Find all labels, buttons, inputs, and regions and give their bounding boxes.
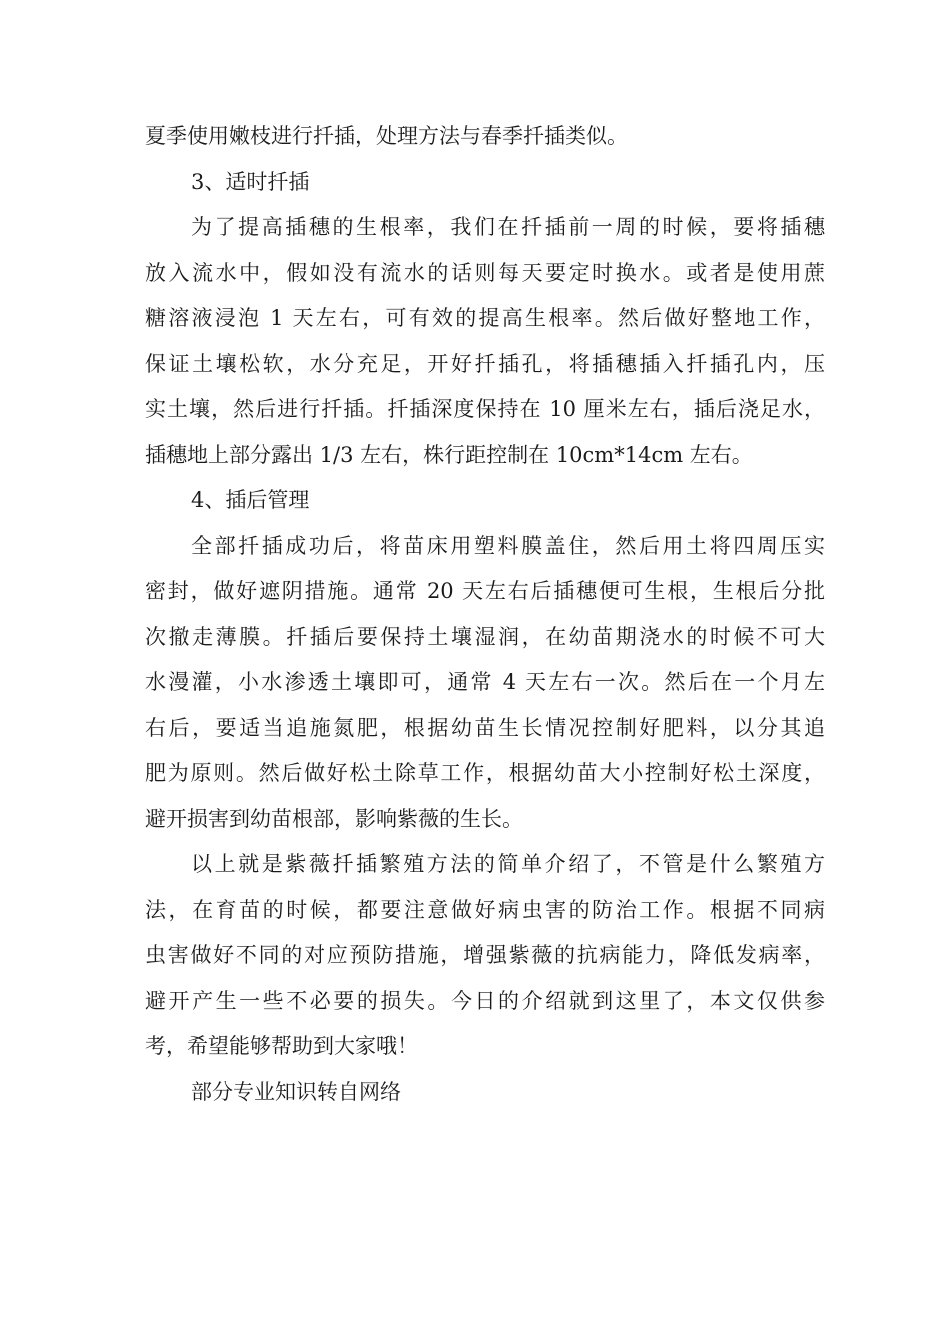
text-line: 密封，做好遮阴措施。通常 20 天左右后插穗便可生根，生根后分批 (145, 579, 825, 603)
body-paragraph (145, 842, 825, 1070)
document-body (145, 114, 825, 1115)
text-line: 考，希望能够帮助到大家哦！ (145, 1034, 418, 1058)
text-line: 右后，要适当追施氮肥，根据幼苗生长情况控制好肥料，以分其追 (145, 715, 825, 740)
text-line: 实土壤，然后进行扦插。扦插深度保持在 10 厘米左右，插后浇足水， (145, 397, 825, 421)
text-line: 夏季使用嫩枝进行扦插，处理方法与春季扦插类似。 (145, 124, 628, 148)
text-line: 避开产生一些不必要的损失。今日的介绍就到这里了，本文仅供参 (145, 988, 825, 1013)
text-line: 糖溶液浸泡 1 天左右，可有效的提高生根率。然后做好整地工作， (145, 306, 825, 330)
body-paragraph (145, 524, 825, 843)
section-heading (145, 1070, 825, 1116)
text-line: 水漫灌，小水渗透土壤即可，通常 4 天左右一次。然后在一个月左 (145, 670, 825, 694)
text-line: 放入流水中，假如没有流水的话则每天要定时换水。或者是使用蔗 (145, 260, 825, 285)
text-line: 4、插后管理 (191, 488, 310, 512)
body-paragraph (145, 114, 825, 160)
text-line: 避开损害到幼苗根部，影响紫薇的生长。 (145, 806, 523, 831)
text-line: 插穗地上部分露出 1/3 左右，株行距控制在 10cm*14cm 左右。 (145, 442, 753, 467)
text-line: 为了提高插穗的生根率，我们在扦插前一周的时候，要将插穗 (191, 215, 825, 239)
text-line: 以上就是紫薇扦插繁殖方法的简单介绍了，不管是什么繁殖方 (191, 852, 825, 876)
body-paragraph (145, 205, 825, 478)
text-line: 全部扦插成功后，将苗床用塑料膜盖住，然后用土将四周压实 (191, 533, 825, 558)
text-line: 次撤走薄膜。扦插后要保持土壤湿润，在幼苗期浇水的时候不可大 (145, 624, 825, 649)
text-line: 部分专业知识转自网络 (191, 1079, 401, 1104)
text-line: 肥为原则。然后做好松土除草工作，根据幼苗大小控制好松土深度， (145, 761, 825, 785)
section-heading (145, 478, 825, 524)
text-line: 3、适时扦插 (191, 169, 310, 194)
text-line: 虫害做好不同的对应预防措施，增强紫薇的抗病能力，降低发病率， (145, 943, 825, 967)
text-line: 保证土壤松软，水分充足，开好扦插孔，将插穗插入扦插孔内，压 (145, 351, 825, 376)
section-heading (145, 160, 825, 206)
text-line: 法，在育苗的时候，都要注意做好病虫害的防治工作。根据不同病 (145, 897, 825, 922)
